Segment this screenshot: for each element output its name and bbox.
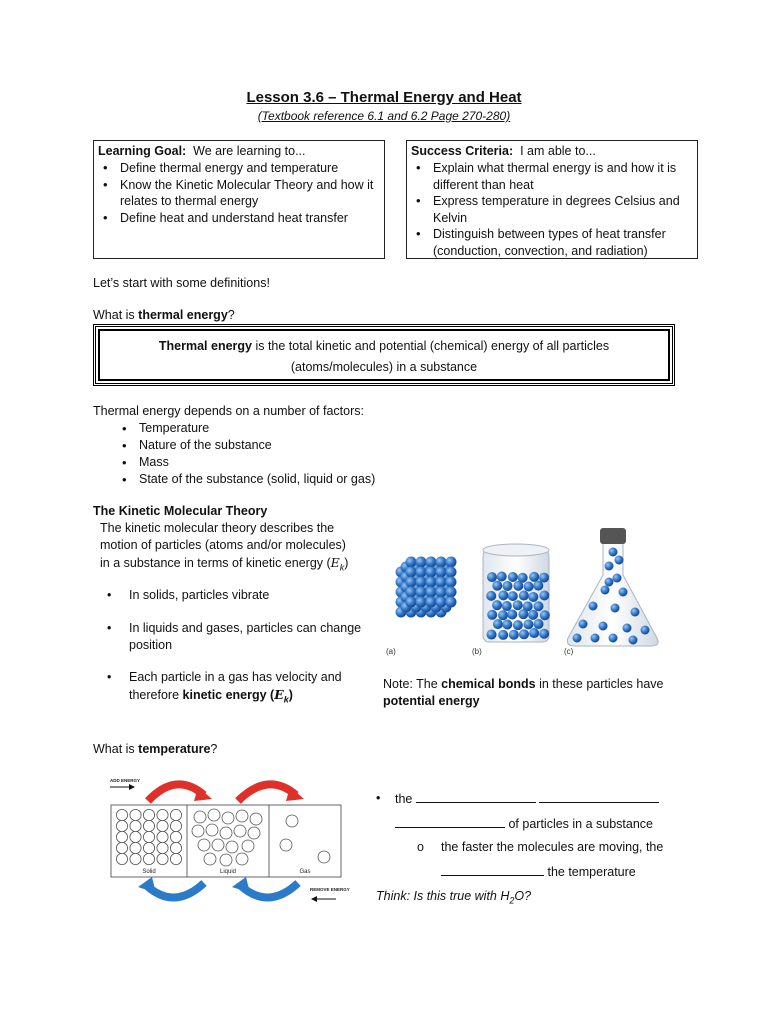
remove-energy-label: REMOVE ENERGY: [310, 887, 350, 892]
phase-change-diagram: [108, 773, 360, 905]
particle: [426, 587, 437, 598]
flask: [567, 528, 658, 646]
particle: [130, 842, 141, 853]
intro-text: Let’s start with some definitions!: [93, 276, 270, 290]
particle: [222, 812, 234, 824]
definition-text: Thermal energy is the total kinetic and potential (chemical) energy of all particles (atoms/molecules) in a substance: [98, 329, 670, 381]
particle: [116, 820, 127, 831]
particle: [498, 610, 508, 620]
particle: [589, 602, 598, 611]
add-energy-label: ADD ENERGY: [110, 778, 141, 783]
particle: [529, 572, 539, 582]
particle: [406, 597, 417, 608]
states-of-matter-figure: [383, 520, 663, 660]
particle: [609, 548, 618, 557]
gas-label: Gas: [299, 869, 311, 875]
particle: [143, 831, 154, 842]
particle: [242, 840, 254, 852]
particle: [192, 825, 204, 837]
definition-box: [93, 324, 675, 386]
particle: [426, 577, 437, 588]
particle: [629, 636, 638, 645]
particle: [513, 581, 523, 591]
particle: [116, 831, 127, 842]
particle: [143, 853, 154, 864]
particle: [157, 831, 168, 842]
particle: [492, 581, 502, 591]
particle: [130, 831, 141, 842]
particle: [540, 610, 550, 620]
particle: [641, 626, 650, 635]
factors-intro: Thermal energy depends on a number of factors:: [93, 404, 364, 418]
particle: [170, 831, 181, 842]
particle: [487, 610, 497, 620]
textbook-reference: (Textbook reference 6.1 and 6.2 Page 270-280): [257, 109, 511, 123]
label-b: (b): [472, 647, 482, 656]
particle: [605, 578, 614, 587]
question-thermal-energy: What is thermal energy?: [93, 308, 235, 322]
particle: [248, 827, 260, 839]
particle: [406, 557, 417, 568]
note-text: Note: The chemical bonds in these particles have potential energy: [383, 677, 664, 708]
blank-field[interactable]: [416, 790, 536, 803]
particle: [143, 820, 154, 831]
particle: [534, 619, 544, 629]
particle: [486, 591, 496, 601]
particle: [130, 853, 141, 864]
list-item: • State of the substance (solid, liquid or gas): [117, 471, 437, 488]
particle: [204, 853, 216, 865]
particle: [416, 597, 427, 608]
particle: [406, 577, 417, 588]
particle: [157, 853, 168, 864]
particle: [623, 624, 632, 633]
particle: [436, 567, 447, 578]
liquid-label: Liquid: [219, 869, 237, 875]
particle: [220, 827, 232, 839]
particle: [406, 587, 417, 598]
particle: [487, 572, 497, 582]
kmt-description: The kinetic molecular theory describes the motion of particles (atoms and/or molecules) in a substance in terms of kinetic energy $(E_k)$: [100, 521, 349, 573]
kmt-heading: The Kinetic Molecular Theory: [93, 504, 268, 518]
particle: [529, 628, 539, 638]
particle: [539, 590, 549, 600]
particle: [426, 597, 437, 608]
particle: [513, 600, 523, 610]
particle: [605, 562, 614, 571]
particle: [519, 629, 529, 639]
success-criteria-heading: Success Criteria: I am able to...: [411, 144, 596, 158]
particle: [502, 581, 512, 591]
particle: [446, 557, 457, 568]
particle: [446, 567, 457, 578]
blank-field[interactable]: [395, 815, 505, 828]
particle: [611, 604, 620, 613]
particle: [280, 839, 292, 851]
particle: [498, 590, 508, 600]
particle: [446, 577, 457, 588]
particle: [539, 573, 549, 583]
list-item: • Define heat and understand heat transfer: [98, 210, 380, 227]
particle: [613, 574, 622, 583]
particle: [631, 608, 640, 617]
particle: [250, 813, 262, 825]
learning-goal-heading: Learning Goal: We are learning to...: [98, 144, 306, 158]
particle: [436, 577, 447, 588]
list-item: • Mass: [117, 454, 437, 471]
success-criteria-list: [411, 160, 693, 259]
list-item: • Express temperature in degrees Celsius and Kelvin: [411, 193, 693, 226]
solid-label: Solid: [142, 869, 156, 875]
particle: [157, 842, 168, 853]
particle: [446, 597, 457, 608]
particle: [226, 841, 238, 853]
particle: [615, 556, 624, 565]
particle: [234, 825, 246, 837]
particle: [493, 619, 503, 629]
particle: [573, 634, 582, 643]
particle: [507, 609, 517, 619]
particle: [406, 567, 417, 578]
particle: [416, 587, 427, 598]
blank-field[interactable]: [539, 790, 659, 803]
particle: [206, 824, 218, 836]
particle: [194, 811, 206, 823]
particle: [497, 571, 507, 581]
particle: [519, 591, 529, 601]
particle: [426, 567, 437, 578]
list-item: • Define thermal energy and temperature: [98, 160, 380, 177]
particle: [579, 620, 588, 629]
particle: [416, 567, 427, 578]
label-c: (c): [564, 647, 574, 656]
particle: [533, 581, 543, 591]
particle: [220, 854, 232, 866]
particle: [170, 820, 181, 831]
particle: [116, 809, 127, 820]
particle: [157, 809, 168, 820]
particle: [436, 587, 447, 598]
particle: [599, 622, 608, 631]
particle: [528, 610, 538, 620]
list-item: • Temperature: [117, 420, 437, 437]
particle: [502, 601, 512, 611]
particle: [601, 586, 610, 595]
page-title: Lesson 3.6 – Thermal Energy and Heat: [246, 89, 522, 106]
particle: [416, 557, 427, 568]
particle: [619, 588, 628, 597]
particle: [528, 592, 538, 602]
learning-goal-box: [93, 140, 385, 259]
fill-in-line-2: of particles in a substance: [395, 815, 653, 833]
list-item: • Distinguish between types of heat transfer (conduction, convection, and radiation): [411, 226, 693, 259]
particle: [198, 839, 210, 851]
particle: [130, 820, 141, 831]
solid-particles: [396, 557, 457, 618]
blank-field[interactable]: [441, 863, 544, 876]
particle: [436, 557, 447, 568]
particle: [487, 630, 497, 640]
particle: [518, 609, 528, 619]
particle: [533, 601, 543, 611]
success-criteria-box: [406, 140, 698, 259]
particle: [524, 581, 534, 591]
learning-goal-list: [98, 160, 380, 226]
particle: [236, 810, 248, 822]
particle: [116, 853, 127, 864]
particle: [170, 809, 181, 820]
think-question: Think: Is this true with $H_2O$?: [376, 889, 532, 906]
particle: [509, 630, 519, 640]
particle: [286, 815, 298, 827]
particle: [208, 809, 220, 821]
particle: [513, 620, 523, 630]
particle: [116, 842, 127, 853]
particle: [498, 630, 508, 640]
particle: [508, 572, 518, 582]
particle: [609, 634, 618, 643]
particle: [416, 577, 427, 588]
beaker: [483, 544, 550, 642]
list-item: • Know the Kinetic Molecular Theory and how it relates to thermal energy: [98, 177, 380, 210]
list-item: • Nature of the substance: [117, 437, 437, 454]
particle: [591, 634, 600, 643]
particle: [143, 809, 154, 820]
particle: [426, 557, 437, 568]
particle: [502, 619, 512, 629]
question-temperature: What is temperature?: [93, 742, 218, 756]
particle: [446, 587, 457, 598]
factors-list: [117, 420, 437, 488]
particle: [212, 839, 224, 851]
particle: [157, 820, 168, 831]
particle: [170, 842, 181, 853]
particle: [508, 591, 518, 601]
particle: [492, 600, 502, 610]
particle: [130, 809, 141, 820]
particle: [170, 853, 181, 864]
particle: [523, 619, 533, 629]
list-item: • Explain what thermal energy is and how it is different than heat: [411, 160, 693, 193]
particle: [436, 597, 447, 608]
particle: [539, 629, 549, 639]
particle: [143, 842, 154, 853]
label-a: (a): [386, 647, 396, 656]
particle: [236, 853, 248, 865]
fill-in-line-4: the temperature: [441, 863, 636, 881]
particle: [318, 851, 330, 863]
